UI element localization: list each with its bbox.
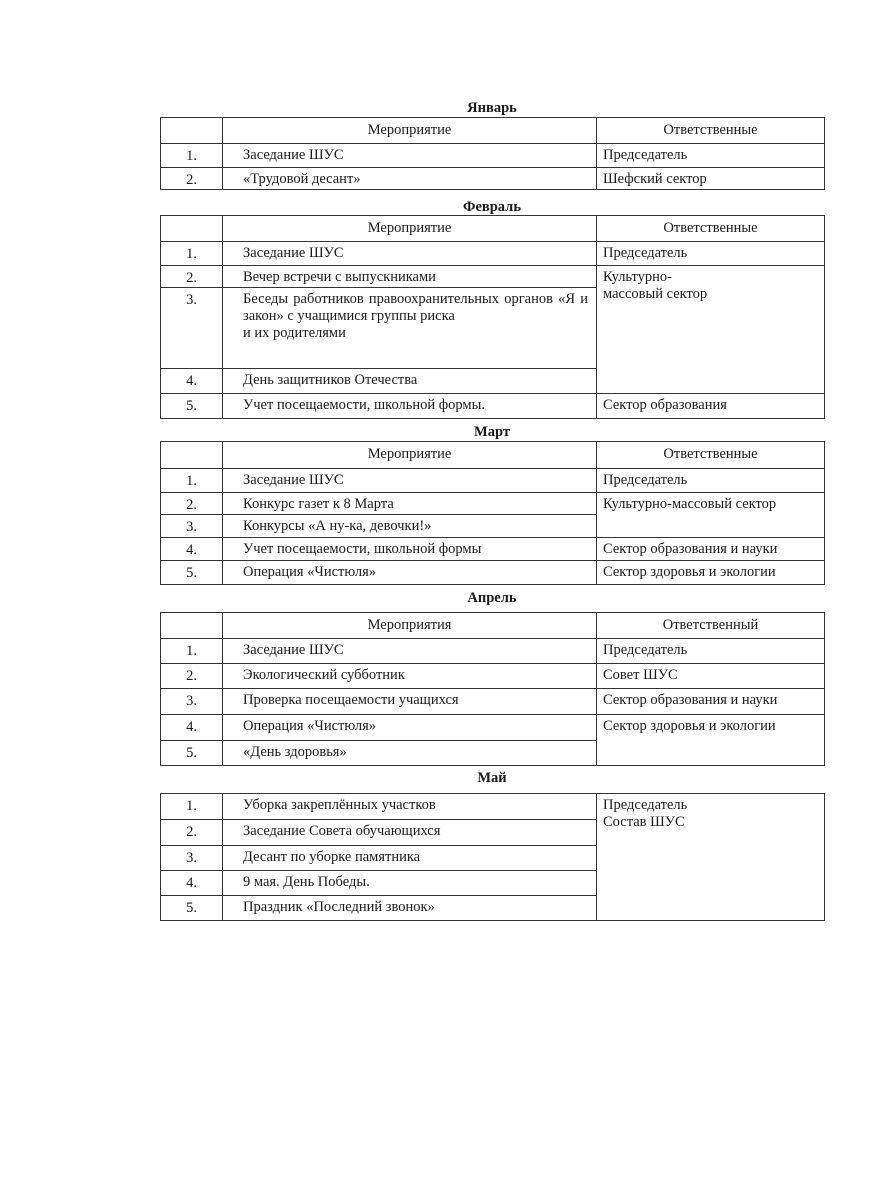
row-event: Заседание ШУС xyxy=(223,242,597,266)
schedule-table-3 xyxy=(160,612,825,766)
row-number: 1. xyxy=(161,242,223,266)
row-responsible: Председатель xyxy=(597,144,825,168)
row-number: 4. xyxy=(161,715,223,741)
row-responsible: Председатель xyxy=(597,639,825,664)
header-event: Мероприятие xyxy=(223,118,597,144)
table-row xyxy=(161,168,825,190)
header-responsible: Ответственный xyxy=(597,613,825,639)
row-responsible: Сектор здоровья и экологии xyxy=(597,715,825,766)
row-responsible: Культурно- массовый сектор xyxy=(597,266,825,394)
row-event: Уборка закреплённых участков xyxy=(223,794,597,820)
row-responsible: Шефский сектор xyxy=(597,168,825,190)
table-row xyxy=(161,266,825,288)
row-number: 2. xyxy=(161,266,223,288)
row-event: Операция «Чистюля» xyxy=(223,715,597,741)
row-responsible: Сектор образования xyxy=(597,394,825,419)
row-number: 3. xyxy=(161,515,223,538)
row-number: 1. xyxy=(161,144,223,168)
table-header-row xyxy=(161,118,825,144)
table-row xyxy=(161,689,825,715)
row-number: 1. xyxy=(161,639,223,664)
row-event: День защитников Отечества xyxy=(223,369,597,394)
schedule-table-1 xyxy=(160,215,825,419)
row-event: Десант по уборке памятника xyxy=(223,846,597,871)
row-number: 4. xyxy=(161,369,223,394)
row-responsible: Председатель Состав ШУС xyxy=(597,794,825,921)
row-number: 5. xyxy=(161,741,223,766)
row-event: Заседание ШУС xyxy=(223,469,597,493)
row-event: Заседание ШУС xyxy=(223,144,597,168)
header-responsible: Ответственные xyxy=(597,442,825,469)
header-number xyxy=(161,442,223,469)
row-event: Конкурс газет к 8 Марта xyxy=(223,493,597,515)
row-event: «День здоровья» xyxy=(223,741,597,766)
table-header-row xyxy=(161,442,825,469)
header-responsible: Ответственные xyxy=(597,216,825,242)
table-row xyxy=(161,493,825,515)
table-row xyxy=(161,394,825,419)
row-event: Вечер встречи с выпускниками xyxy=(223,266,597,288)
row-responsible: Сектор образования и науки xyxy=(597,689,825,715)
row-event: «Трудовой десант» xyxy=(223,168,597,190)
row-event: Заседание Совета обучающихся xyxy=(223,820,597,846)
header-number xyxy=(161,613,223,639)
header-responsible: Ответственные xyxy=(597,118,825,144)
table-row xyxy=(161,794,825,820)
row-number: 5. xyxy=(161,561,223,585)
row-responsible: Совет ШУС xyxy=(597,664,825,689)
table-row xyxy=(161,715,825,741)
row-event: Экологический субботник xyxy=(223,664,597,689)
row-number: 3. xyxy=(161,689,223,715)
row-event: Праздник «Последний звонок» xyxy=(223,896,597,921)
row-number: 2. xyxy=(161,664,223,689)
table-row xyxy=(161,664,825,689)
table-row xyxy=(161,639,825,664)
row-responsible: Культурно-массовый сектор xyxy=(597,493,825,538)
row-event: Заседание ШУС xyxy=(223,639,597,664)
row-number: 2. xyxy=(161,820,223,846)
row-number: 1. xyxy=(161,469,223,493)
row-event: Учет посещаемости, школьной формы. xyxy=(223,394,597,419)
table-row xyxy=(161,144,825,168)
row-event: Конкурсы «А ну-ка, девочки!» xyxy=(223,515,597,538)
row-number: 3. xyxy=(161,288,223,369)
header-number xyxy=(161,118,223,144)
schedule-table-4 xyxy=(160,793,825,921)
row-event: Беседы работников правоохранительных органов «Я и закон» с учащимися группы риска и их родителями xyxy=(223,288,597,369)
row-responsible: Председатель xyxy=(597,242,825,266)
month-title: Март xyxy=(474,424,510,440)
table-row xyxy=(161,469,825,493)
row-number: 2. xyxy=(161,168,223,190)
month-title: Февраль xyxy=(463,199,521,215)
table-header-row xyxy=(161,613,825,639)
row-event: 9 мая. День Победы. xyxy=(223,871,597,896)
header-event: Мероприятие xyxy=(223,216,597,242)
table-row xyxy=(161,561,825,585)
row-number: 4. xyxy=(161,871,223,896)
schedule-table-0 xyxy=(160,117,825,190)
row-event: Проверка посещаемости учащихся xyxy=(223,689,597,715)
header-event: Мероприятие xyxy=(223,442,597,469)
row-responsible: Сектор здоровья и экологии xyxy=(597,561,825,585)
month-title: Январь xyxy=(467,100,517,116)
row-number: 2. xyxy=(161,493,223,515)
table-row xyxy=(161,538,825,561)
header-event: Мероприятия xyxy=(223,613,597,639)
row-number: 4. xyxy=(161,538,223,561)
table-header-row xyxy=(161,216,825,242)
row-event: Учет посещаемости, школьной формы xyxy=(223,538,597,561)
row-responsible: Председатель xyxy=(597,469,825,493)
row-number: 3. xyxy=(161,846,223,871)
row-number: 5. xyxy=(161,394,223,419)
row-number: 5. xyxy=(161,896,223,921)
schedule-table-2 xyxy=(160,441,825,585)
month-title: Апрель xyxy=(467,590,517,606)
month-title: Май xyxy=(477,770,507,786)
header-number xyxy=(161,216,223,242)
table-row xyxy=(161,242,825,266)
row-number: 1. xyxy=(161,794,223,820)
row-responsible: Сектор образования и науки xyxy=(597,538,825,561)
row-event: Операция «Чистюля» xyxy=(223,561,597,585)
